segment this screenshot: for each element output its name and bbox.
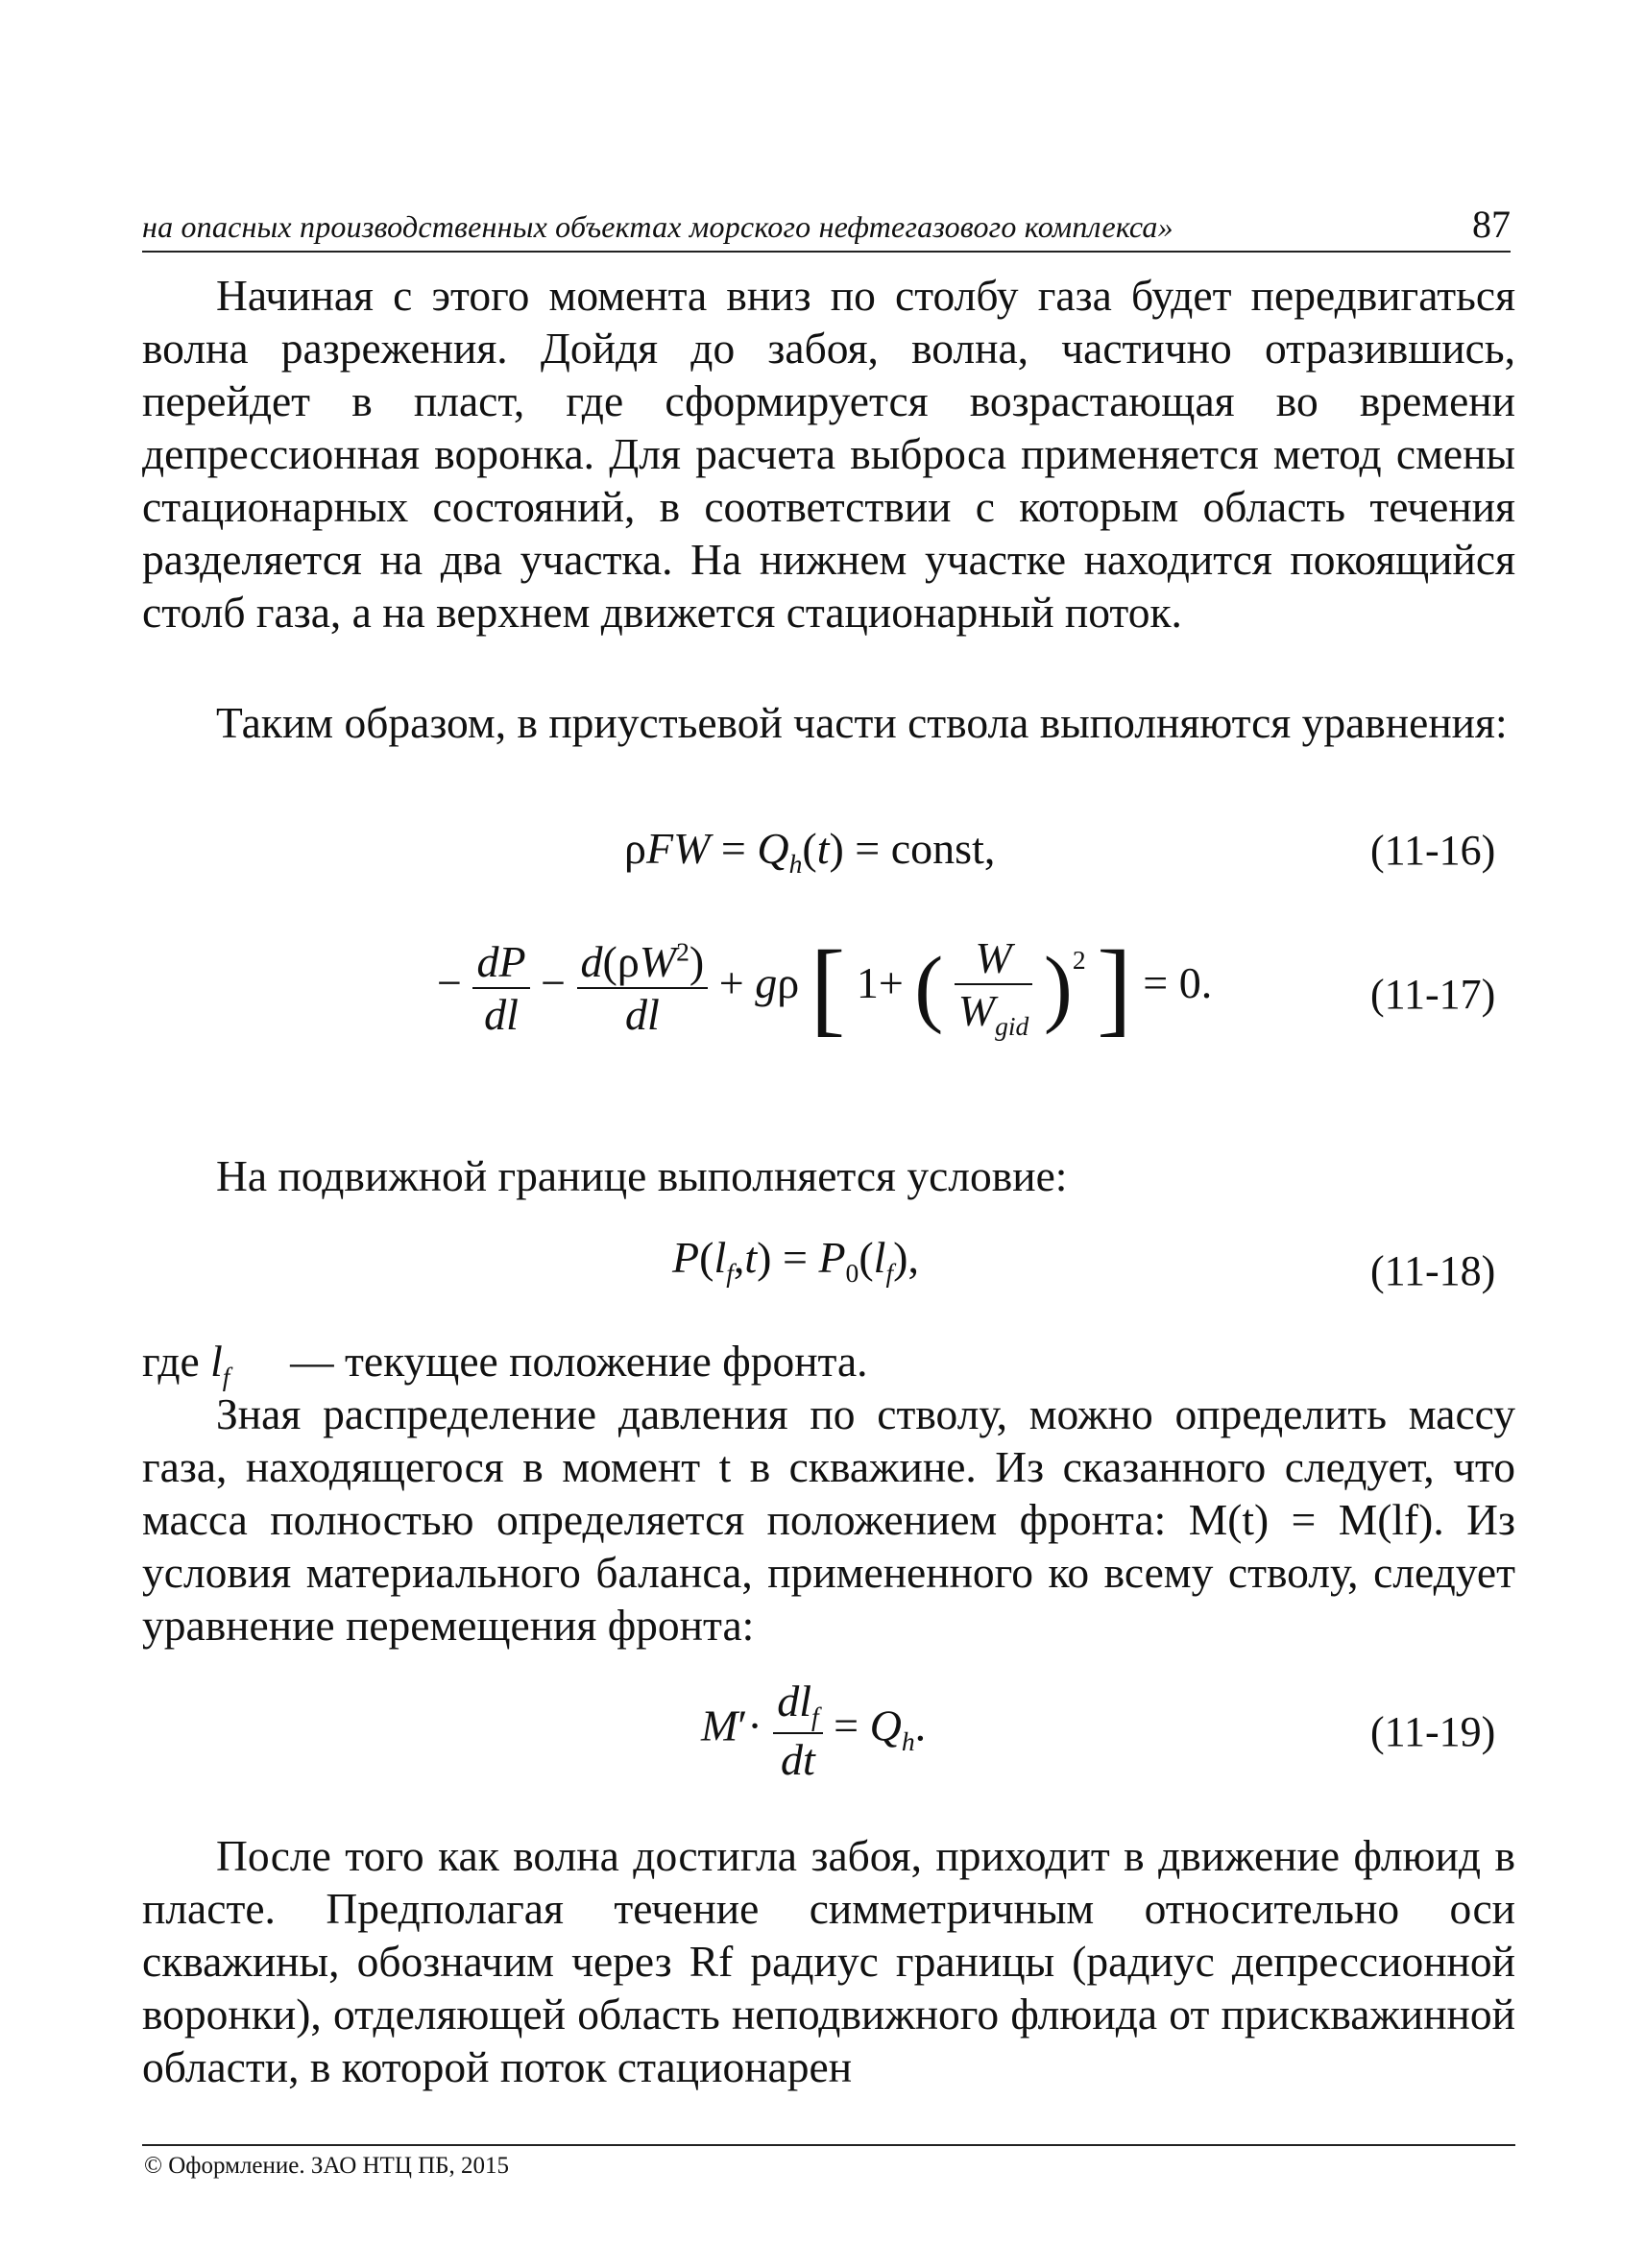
- paragraph-2: Таким образом, в приустьевой части ствола выполняются уравнения:: [216, 698, 1508, 747]
- definition-text: — текущее положение фронта.: [290, 1337, 868, 1386]
- footer-copyright: © Оформление. ЗАО НТЦ ПБ, 2015: [144, 2153, 510, 2179]
- header-title: на опасных производственных объектах морского нефтегазового комплекса»: [142, 209, 1173, 244]
- equation-11-16: $\rho FW = Q_h(t)$ = const,: [624, 824, 996, 880]
- page-number: 87: [1472, 203, 1511, 246]
- equation-11-19: M′· $\frac{dl_f}{dt}$ = $Q_h$.: [701, 1677, 927, 1785]
- footer-rule: [142, 2144, 1515, 2146]
- equation-label-11-17: (11-17): [1370, 971, 1496, 1018]
- where-word: где: [142, 1337, 200, 1386]
- paragraph-3: На подвижной границе выполняется условие:: [216, 1151, 1068, 1200]
- paragraph-5: Зная распределение давления по стволу, можно определить массу газа, находящегося в момент t в скважине. Из сказанного следует, что масса полностью определяется положением фронта: M(t) = M(lf). Из условия материального баланса, примененного ко всему стволу, следует уравнение перемещения фронта:: [142, 1389, 1515, 1650]
- paragraph-6: После того как волна достигла забоя, приходит в движение флюид в пласте. Предполагая течение симметричным относительно оси скважины, обозначим через Rf радиус границы (радиус депрессионной воронки), отделяющей область неподвижного флюида от прискважинной области, в которой поток стационарен: [142, 1831, 1515, 2091]
- equation-11-17: − $\frac{dP}{dl}$ − $\frac{d(\rho W^2)}{dl}$ + gρ [ 1+ ( $\frac{W}{W_{gid}}$ )$^2$ ] = 0.: [437, 929, 1213, 1046]
- equation-label-11-19: (11-19): [1370, 1708, 1496, 1755]
- equation-label-11-16: (11-16): [1370, 827, 1496, 874]
- equation-label-11-18: (11-18): [1370, 1247, 1496, 1294]
- symbol-lf: $l_f$: [210, 1337, 230, 1392]
- paragraph-1: Начиная с этого момента вниз по столбу газа будет передвигаться волна разрежения. Дойдя до забоя, волна, частично отразившись, перейдет в пласт, где сформируется возрастающая во времени депрессионная воронка. Для расчета выброса применяется метод смены стационарных состояний, в соответствии с которым область течения разделяется на два участка. На нижнем участке находится покоящийся столб газа, а на верхнем движется стационарный поток.: [142, 271, 1515, 637]
- equation-11-18: $P(l_f,t) = P_0(l_f)$,: [672, 1233, 919, 1289]
- running-header: [142, 197, 1511, 253]
